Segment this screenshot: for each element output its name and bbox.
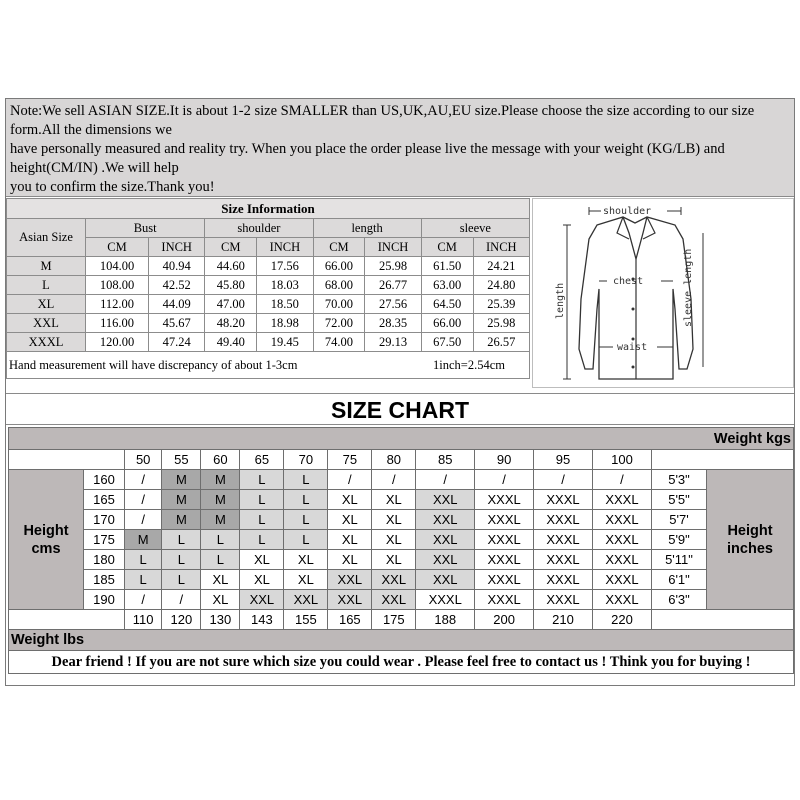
unit-header: CM xyxy=(86,238,149,257)
measurement-cell: 116.00 xyxy=(86,314,149,333)
size-cell: XXL xyxy=(328,590,372,610)
kg-header-cell: 75 xyxy=(328,450,372,470)
size-cell: XXL xyxy=(284,590,328,610)
size-cell: XL xyxy=(240,570,284,590)
size-cell: XL xyxy=(284,550,328,570)
measurement-cell: 61.50 xyxy=(421,257,473,276)
measurement-cell: 45.80 xyxy=(205,276,257,295)
length-label: length xyxy=(555,282,566,319)
size-cell: XXXL xyxy=(475,570,534,590)
size-cell: XXL xyxy=(416,550,475,570)
measurement-cell: 18.03 xyxy=(257,276,313,295)
sleeve-length-label: sleeve length xyxy=(683,248,694,327)
size-cell: L xyxy=(284,530,328,550)
size-cell: L xyxy=(240,510,284,530)
length-header: length xyxy=(313,219,421,238)
size-cell: XXXL xyxy=(475,530,534,550)
size-cell: XXXL xyxy=(475,550,534,570)
shirt-illustration xyxy=(533,199,793,387)
size-cell: M xyxy=(201,490,240,510)
size-info-rows xyxy=(7,257,530,352)
size-cell: M xyxy=(201,510,240,530)
measurement-cell: 26.77 xyxy=(365,276,421,295)
shirt-measurement-diagram xyxy=(532,198,794,388)
kg-header-cell: 70 xyxy=(284,450,328,470)
lbs-cell: 188 xyxy=(416,610,475,630)
measurement-cell: 26.57 xyxy=(473,333,529,352)
size-chart-row xyxy=(9,530,794,550)
measurement-cell: 19.45 xyxy=(257,333,313,352)
chest-label: chest xyxy=(613,276,644,287)
size-cell: / xyxy=(125,490,162,510)
size-chart-row xyxy=(9,510,794,530)
measurement-cell: 67.50 xyxy=(421,333,473,352)
size-cell: XXXL xyxy=(475,510,534,530)
size-cell: XL xyxy=(284,570,328,590)
measurement-cell: 42.52 xyxy=(149,276,205,295)
unit-header: INCH xyxy=(149,238,205,257)
size-cell: XXL xyxy=(328,570,372,590)
size-cell: / xyxy=(125,470,162,490)
lbs-cell: 220 xyxy=(592,610,651,630)
unit-header: CM xyxy=(421,238,473,257)
note-line-3: have personally measured and reality try. When you place the order please live the message with your weight (KG/LB) and xyxy=(10,141,725,157)
size-cell: M xyxy=(162,510,201,530)
measurement-cell: 63.00 xyxy=(421,276,473,295)
size-cell: XXXL xyxy=(475,490,534,510)
size-cell: / xyxy=(592,470,651,490)
size-chart-row xyxy=(9,570,794,590)
note-line-1: Note:We sell ASIAN SIZE.It is about 1-2 size SMALLER than US,UK,AU,EU size.Please choose the size according to our size xyxy=(10,103,755,119)
size-info-row xyxy=(7,295,530,314)
size-cell: L xyxy=(162,530,201,550)
size-cell: / xyxy=(328,470,372,490)
size-cell: XXXL xyxy=(534,530,593,550)
measurement-cell: 66.00 xyxy=(313,257,365,276)
size-cell: XXL xyxy=(372,590,416,610)
size-cell: XXXL xyxy=(592,570,651,590)
size-info-row xyxy=(7,257,530,276)
discrepancy-note: Hand measurement will have discrepancy of about 1-3cm xyxy=(9,357,298,372)
measurement-cell: 112.00 xyxy=(86,295,149,314)
size-chart-row xyxy=(9,490,794,510)
kgs-header-row xyxy=(9,450,794,470)
size-cell: M xyxy=(125,530,162,550)
dear-friend-message: Dear friend ! If you are not sure which size you could wear . Please feel free to contact us ! Think you for buying ! xyxy=(9,651,794,674)
kgs-spacer xyxy=(9,450,125,470)
measurement-cell: 17.56 xyxy=(257,257,313,276)
size-cell: L xyxy=(240,470,284,490)
size-cell: XXXL xyxy=(592,590,651,610)
size-guide-frame xyxy=(5,98,795,686)
size-label-cell: M xyxy=(7,257,86,276)
height-cm-cell: 185 xyxy=(84,570,125,590)
measurement-cell: 25.98 xyxy=(365,257,421,276)
size-cell: XL xyxy=(201,570,240,590)
shoulder-label: shoulder xyxy=(603,206,652,217)
size-cell: / xyxy=(162,590,201,610)
size-cell: XL xyxy=(201,590,240,610)
measurement-cell: 25.98 xyxy=(473,314,529,333)
size-cell: XXXL xyxy=(592,510,651,530)
size-cell: XXL xyxy=(372,570,416,590)
size-chart-row xyxy=(9,470,794,490)
unit-header: INCH xyxy=(365,238,421,257)
measurement-cell: 29.13 xyxy=(365,333,421,352)
size-cell: L xyxy=(201,550,240,570)
kg-header-cell: 100 xyxy=(592,450,651,470)
size-chart-row xyxy=(9,590,794,610)
kg-header-cell: 80 xyxy=(372,450,416,470)
bust-header: Bust xyxy=(86,219,205,238)
weight-kgs-label: Weight kgs xyxy=(9,428,794,450)
size-cell: M xyxy=(162,490,201,510)
lbs-cell: 143 xyxy=(240,610,284,630)
note-line-5: you to confirm the size.Thank you! xyxy=(10,179,215,195)
measurement-cell: 49.40 xyxy=(205,333,257,352)
size-cell: L xyxy=(125,570,162,590)
unit-header: CM xyxy=(205,238,257,257)
kg-header-cell: 90 xyxy=(475,450,534,470)
size-cell: M xyxy=(201,470,240,490)
measurement-cell: 48.20 xyxy=(205,314,257,333)
size-cell: XXXL xyxy=(592,530,651,550)
kg-header-cell: 55 xyxy=(162,450,201,470)
kgs-spacer-right xyxy=(652,450,794,470)
height-inches-label: Height inches xyxy=(707,470,794,610)
lbs-cell: 165 xyxy=(328,610,372,630)
kg-header-cell: 95 xyxy=(534,450,593,470)
measurement-cell: 25.39 xyxy=(473,295,529,314)
kg-header-cell: 65 xyxy=(240,450,284,470)
size-cell: L xyxy=(125,550,162,570)
size-cell: M xyxy=(162,470,201,490)
size-cell: XL xyxy=(372,510,416,530)
size-chart-table xyxy=(8,427,794,674)
measurement-cell: 18.50 xyxy=(257,295,313,314)
height-cm-cell: 190 xyxy=(84,590,125,610)
lbs-cell: 210 xyxy=(534,610,593,630)
measurement-cell: 24.80 xyxy=(473,276,529,295)
height-inch-cell: 6'3" xyxy=(652,590,707,610)
size-cell: XXXL xyxy=(592,550,651,570)
sleeve-header: sleeve xyxy=(421,219,529,238)
lbs-cell: 200 xyxy=(475,610,534,630)
height-inch-cell: 5'9" xyxy=(652,530,707,550)
size-cell: XXXL xyxy=(534,510,593,530)
size-info-row xyxy=(7,333,530,352)
height-inch-cell: 5'11" xyxy=(652,550,707,570)
size-cell: XL xyxy=(372,490,416,510)
size-cell: XXXL xyxy=(534,550,593,570)
unit-header: INCH xyxy=(257,238,313,257)
height-inch-cell: 5'5" xyxy=(652,490,707,510)
measurement-cell: 40.94 xyxy=(149,257,205,276)
kg-header-cell: 50 xyxy=(125,450,162,470)
size-cell: XXL xyxy=(416,510,475,530)
lbs-cell: 120 xyxy=(162,610,201,630)
measurement-cell: 70.00 xyxy=(313,295,365,314)
size-cell: XXXL xyxy=(416,590,475,610)
kg-header-cell: 60 xyxy=(201,450,240,470)
size-cell: L xyxy=(162,570,201,590)
size-cell: XXL xyxy=(416,490,475,510)
size-cell: / xyxy=(475,470,534,490)
size-cell: XL xyxy=(328,550,372,570)
height-inch-cell: 5'3" xyxy=(652,470,707,490)
size-cell: XXXL xyxy=(534,490,593,510)
size-label-cell: L xyxy=(7,276,86,295)
kg-header-cell: 85 xyxy=(416,450,475,470)
measurement-cell: 44.60 xyxy=(205,257,257,276)
measurement-cell: 47.00 xyxy=(205,295,257,314)
size-cell: L xyxy=(162,550,201,570)
size-chart-row xyxy=(9,550,794,570)
measurement-cell: 104.00 xyxy=(86,257,149,276)
waist-label: waist xyxy=(617,342,648,353)
size-info-title: Size Information xyxy=(7,199,530,219)
measurement-cell: 24.21 xyxy=(473,257,529,276)
measurement-cell: 108.00 xyxy=(86,276,149,295)
height-cms-label: Height cms xyxy=(9,470,84,610)
height-cm-cell: 160 xyxy=(84,470,125,490)
size-cell: XXL xyxy=(416,530,475,550)
size-note xyxy=(6,99,794,197)
size-cell: XL xyxy=(328,490,372,510)
measurement-cell: 66.00 xyxy=(421,314,473,333)
size-cell: / xyxy=(534,470,593,490)
measurement-cell: 44.09 xyxy=(149,295,205,314)
size-info-row xyxy=(7,276,530,295)
lbs-spacer xyxy=(9,610,125,630)
size-label-cell: XXXL xyxy=(7,333,86,352)
lbs-cell: 110 xyxy=(125,610,162,630)
size-cell: L xyxy=(284,470,328,490)
size-cell: L xyxy=(201,530,240,550)
measurement-cell: 28.35 xyxy=(365,314,421,333)
size-label-cell: XXL xyxy=(7,314,86,333)
size-cell: XXXL xyxy=(534,590,593,610)
lbs-cell: 130 xyxy=(201,610,240,630)
size-cell: XXXL xyxy=(592,490,651,510)
size-cell: L xyxy=(240,530,284,550)
lbs-cell: 155 xyxy=(284,610,328,630)
inch-conversion-note: 1inch=2.54cm xyxy=(433,357,505,372)
measurement-cell: 74.00 xyxy=(313,333,365,352)
unit-header: INCH xyxy=(473,238,529,257)
size-cell: XL xyxy=(372,550,416,570)
height-cm-cell: 165 xyxy=(84,490,125,510)
size-chart-rows xyxy=(9,470,794,610)
size-cell: / xyxy=(372,470,416,490)
height-cm-cell: 180 xyxy=(84,550,125,570)
lbs-row xyxy=(9,610,794,630)
height-cm-cell: 170 xyxy=(84,510,125,530)
size-label-cell: XL xyxy=(7,295,86,314)
height-cm-cell: 175 xyxy=(84,530,125,550)
size-cell: XL xyxy=(240,550,284,570)
measurement-cell: 47.24 xyxy=(149,333,205,352)
measurement-cell: 27.56 xyxy=(365,295,421,314)
size-cell: XXXL xyxy=(534,570,593,590)
size-cell: XL xyxy=(328,530,372,550)
size-information-table xyxy=(6,198,530,391)
size-cell: XXXL xyxy=(475,590,534,610)
lbs-spacer-right xyxy=(652,610,794,630)
height-inch-cell: 6'1" xyxy=(652,570,707,590)
size-info-row xyxy=(7,314,530,333)
height-inch-cell: 5'7' xyxy=(652,510,707,530)
size-cell: XXL xyxy=(240,590,284,610)
size-cell: XL xyxy=(328,510,372,530)
note-line-2: form.All the dimensions we xyxy=(10,122,172,138)
size-cell: / xyxy=(125,510,162,530)
size-cell: XXL xyxy=(416,570,475,590)
lbs-cell: 175 xyxy=(372,610,416,630)
measurement-cell: 120.00 xyxy=(86,333,149,352)
size-cell: L xyxy=(284,490,328,510)
unit-header: CM xyxy=(313,238,365,257)
measurement-cell: 64.50 xyxy=(421,295,473,314)
size-cell: / xyxy=(416,470,475,490)
size-cell: L xyxy=(284,510,328,530)
shoulder-header: shoulder xyxy=(205,219,313,238)
measurement-cell: 72.00 xyxy=(313,314,365,333)
size-cell: / xyxy=(125,590,162,610)
unit-row xyxy=(7,238,530,257)
size-chart-title: SIZE CHART xyxy=(6,393,794,425)
measurement-cell: 45.67 xyxy=(149,314,205,333)
measurement-cell: 18.98 xyxy=(257,314,313,333)
weight-lbs-label: Weight lbs xyxy=(9,630,794,651)
size-cell: L xyxy=(240,490,284,510)
asian-size-header: Asian Size xyxy=(7,219,86,257)
note-line-4: height(CM/IN) .We will help xyxy=(10,160,179,176)
measurement-cell: 68.00 xyxy=(313,276,365,295)
size-info-footer xyxy=(7,352,530,379)
size-cell: XL xyxy=(372,530,416,550)
